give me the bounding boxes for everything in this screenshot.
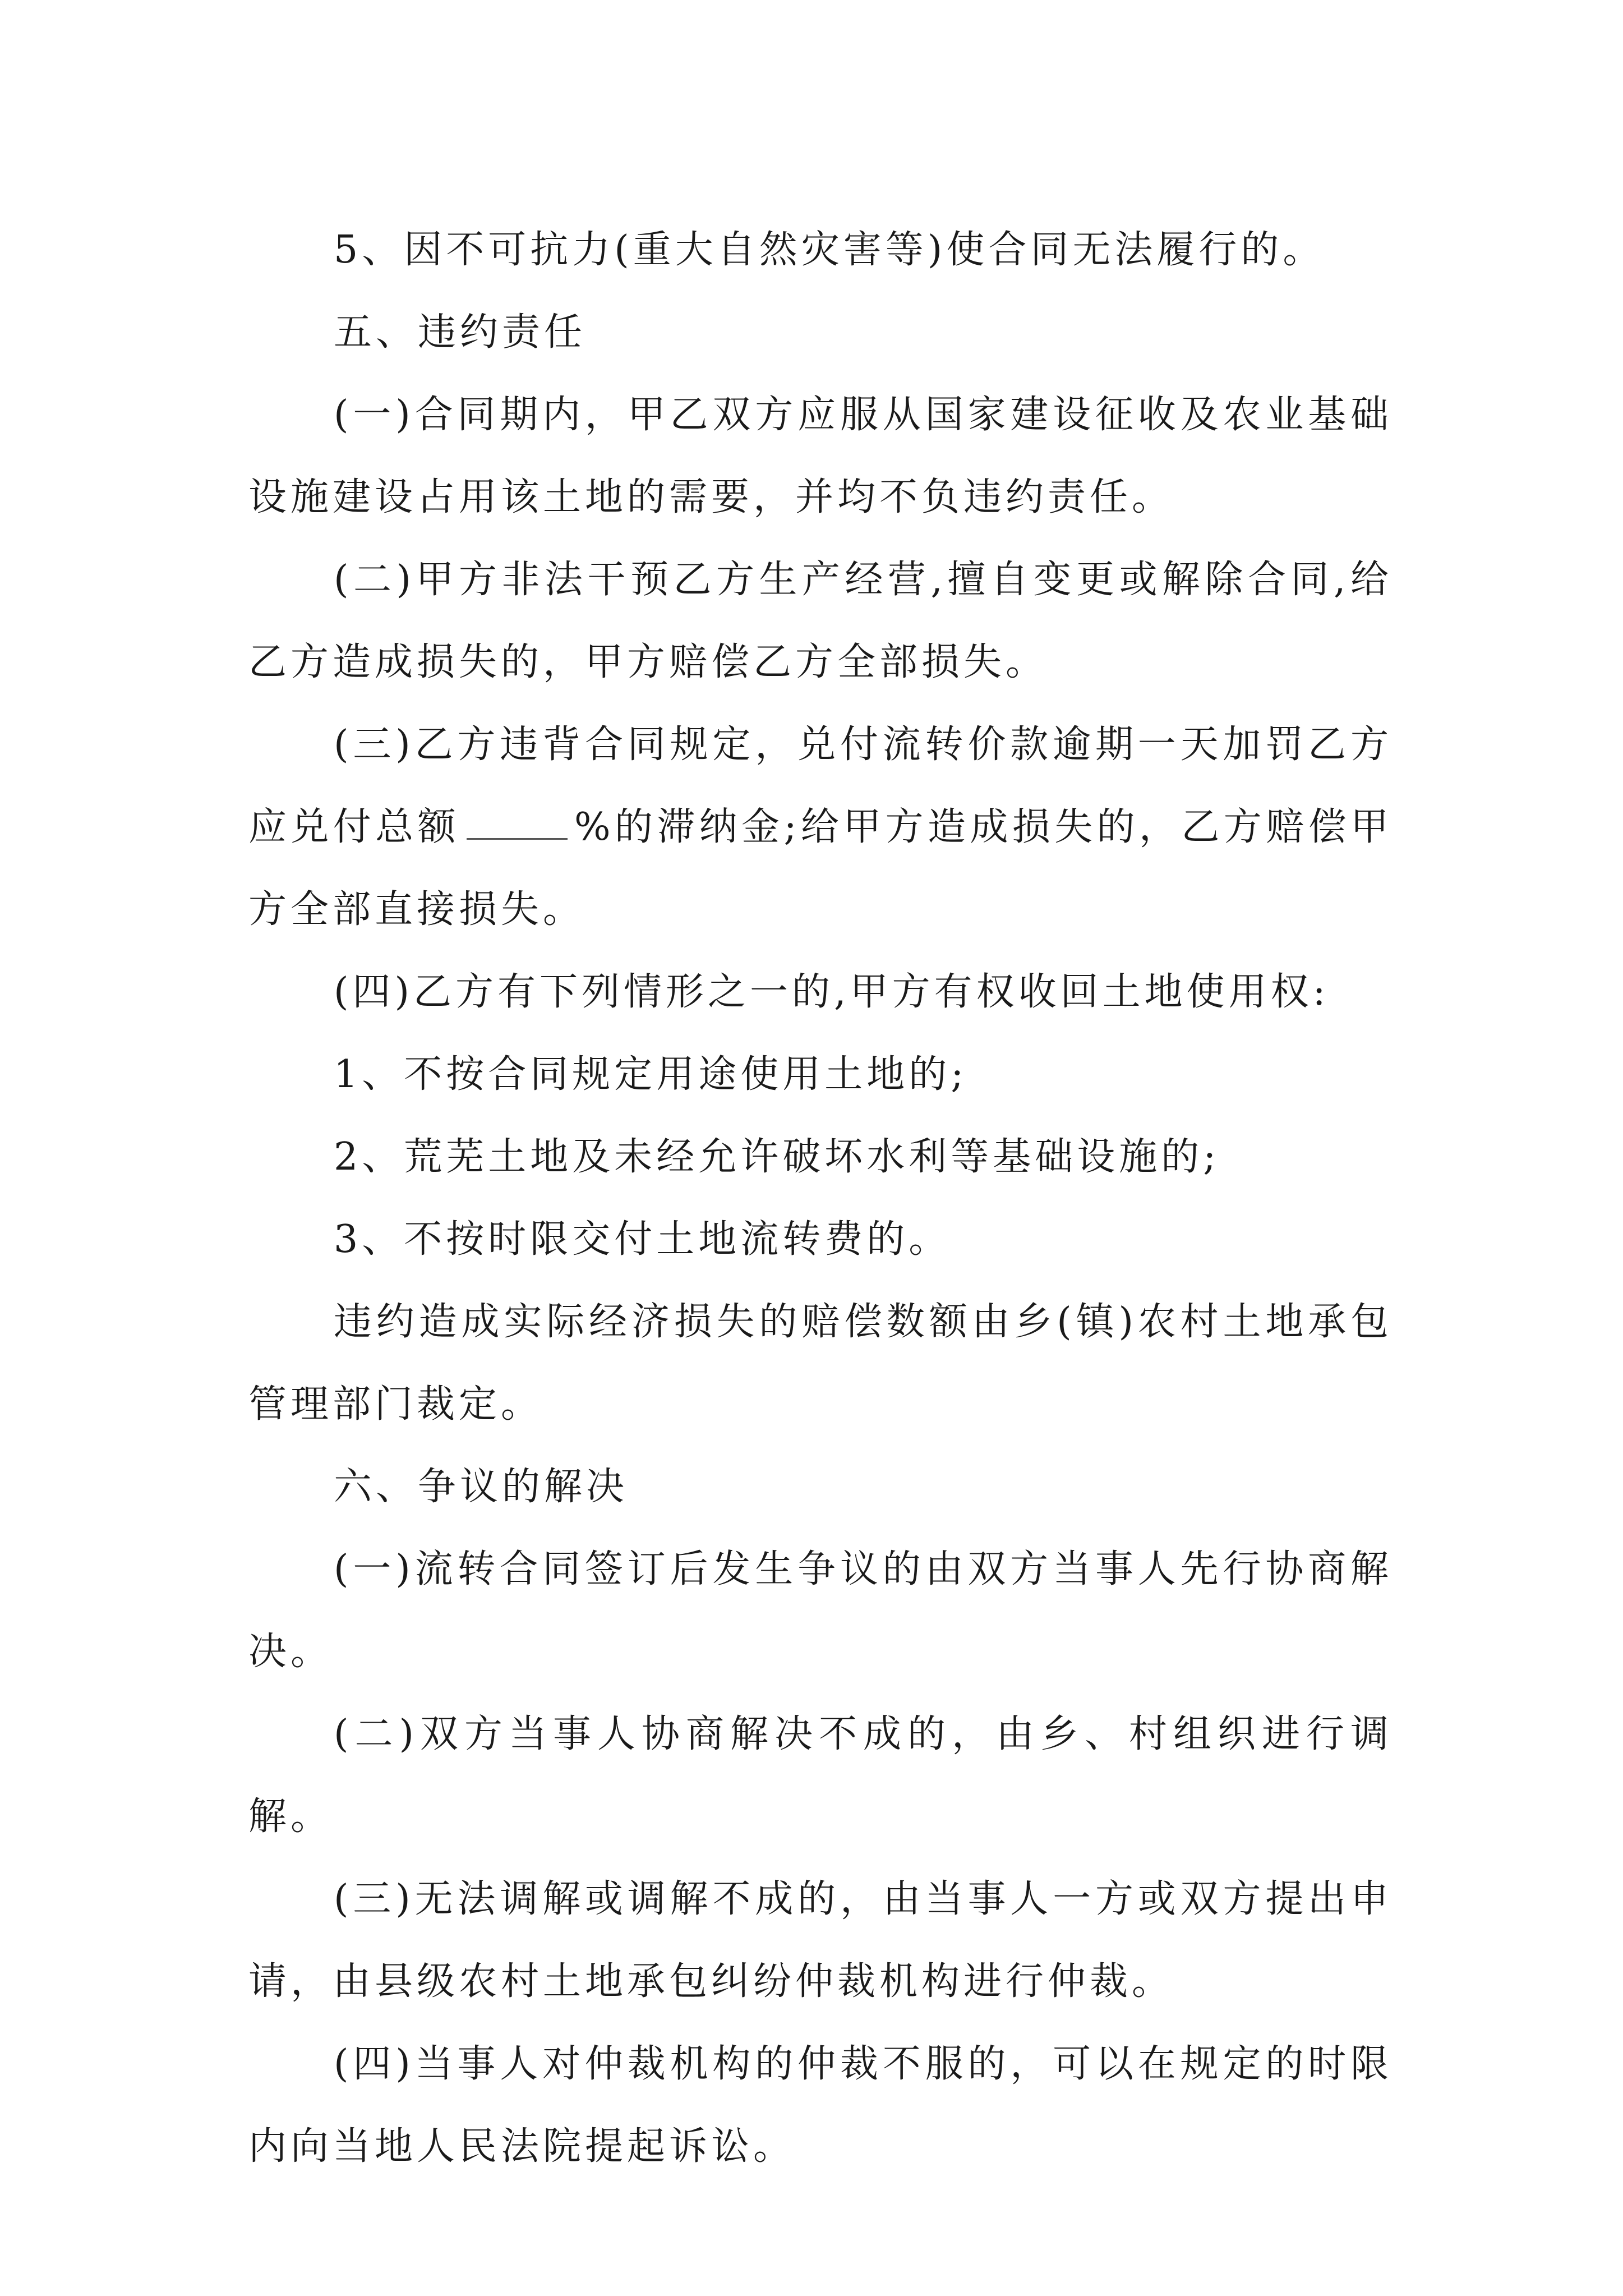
- paragraph-breach-3-part-2: %的滞纳金;给甲方造成损失的，乙方赔偿甲方全部直接损失。: [248, 805, 1393, 932]
- paragraph-breach-3: [248, 703, 1393, 951]
- penalty-rate-blank: [467, 809, 568, 840]
- paragraph-dispute-3: (三)无法调解或调解不成的，由当事人一方或双方提出申请，由县级农村土地承包纠纷仲裁机构进行仲裁。: [248, 1877, 1393, 2004]
- paragraph-force-majeure: 5、因不可抗力(重大自然灾害等)使合同无法履行的。: [334, 228, 1325, 272]
- paragraph-damages: 违约造成实际经济损失的赔偿数额由乡(镇)农村土地承包管理部门裁定。: [248, 1300, 1393, 1427]
- list-item-3: 3、不按时限交付土地流转费的。: [334, 1217, 951, 1262]
- list-item-1: 1、不按合同规定用途使用土地的;: [334, 1052, 968, 1097]
- paragraph-dispute-4: (四)当事人对仲裁机构的仲裁不服的，可以在规定的时限内向当地人民法院提起诉讼。: [248, 2042, 1393, 2169]
- paragraph-dispute-2: (二)双方当事人协商解决不成的，由乡、村组织进行调解。: [248, 1712, 1393, 1839]
- paragraph-dispute-1: (一)流转合同签订后发生争议的由双方当事人先行协商解决。: [248, 1547, 1393, 1674]
- paragraph-breach-4: (四)乙方有下列情形之一的,甲方有权收回土地使用权:: [334, 970, 1330, 1014]
- section-heading-dispute-resolution: 六、争议的解决: [334, 1465, 629, 1509]
- paragraph-breach-3-part-1: (三)乙方违背合同规定，兑付流转价款逾期一天加罚乙方应兑付总额: [248, 723, 1393, 849]
- list-item-2: 2、荒芜土地及未经允许破坏水利等基础设施的;: [334, 1135, 1220, 1179]
- section-heading-breach-liability: 五、违约责任: [334, 310, 587, 355]
- document-body: [248, 209, 1393, 2188]
- paragraph-breach-2: (二)甲方非法干预乙方生产经营,擅自变更或解除合同,给乙方造成损失的，甲方赔偿乙方全部损失。: [248, 558, 1393, 684]
- paragraph-breach-1: (一)合同期内，甲乙双方应服从国家建设征收及农业基础设施建设占用该土地的需要，并均不负违约责任。: [248, 393, 1393, 519]
